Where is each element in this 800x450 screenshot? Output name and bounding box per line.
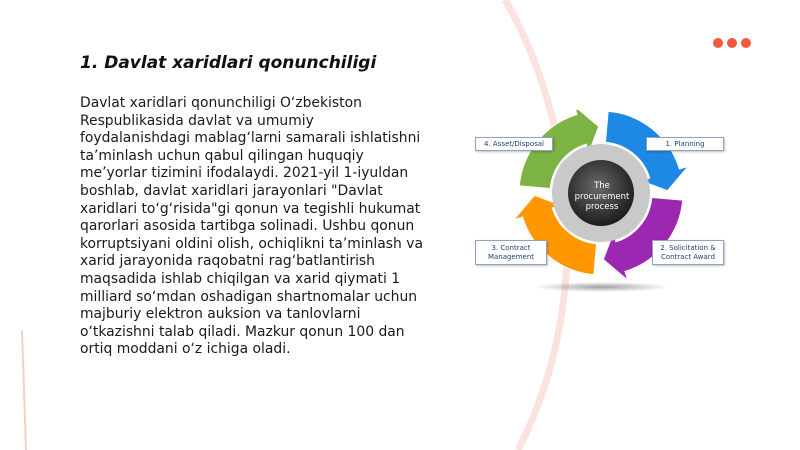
dot-icon (741, 38, 751, 48)
slide-title: 1. Davlat xaridlari qonunchiligi (80, 53, 377, 73)
three-dots-icon[interactable] (713, 38, 751, 48)
dot-icon (727, 38, 737, 48)
stage-solicitation-label: 2. Solicitation & Contract Award (652, 240, 724, 265)
dot-icon (713, 38, 723, 48)
stage-contract-management-label: 3. Contract Management (475, 240, 547, 265)
stage-asset-disposal-label: 4. Asset/Disposal (475, 137, 553, 151)
procurement-process-label: The procurement process (574, 181, 630, 212)
diagram-shadow (534, 282, 670, 292)
stage-planning-label: 1. Planning (646, 137, 724, 151)
slide-body-text: Davlat xaridlari qonunchiligi O‘zbekiston Respublikasida davlat va umumiy foydalanishdagi mablag‘larni samarali ishlatishni ta’minlash uchun qabul qilingan huquqiy me’yorlar tizimini ifodalaydi. 2021-yil 1-iyuldan boshlab, davlat xaridlari jarayonlari "Davlat xaridlari to‘g‘risida"gi qonun va tegishli hukumat qarorlari asosida tartibga solinadi. Ushbu qonun korruptsiyani oldini olish, ochiqlikni ta’minlash va xarid jarayonida raqobatni rag‘batlantirish maqsadida ishlab chiqilgan va xarid qiymati 1 milliard so‘mdan oshadigan shartnomalar uchun majburiy elektron auksion va tanlovlarni o‘tkazishni talab qiladi. Mazkur qonun 100 dan ortiq moddani o‘z ichiga oladi. (80, 95, 423, 358)
